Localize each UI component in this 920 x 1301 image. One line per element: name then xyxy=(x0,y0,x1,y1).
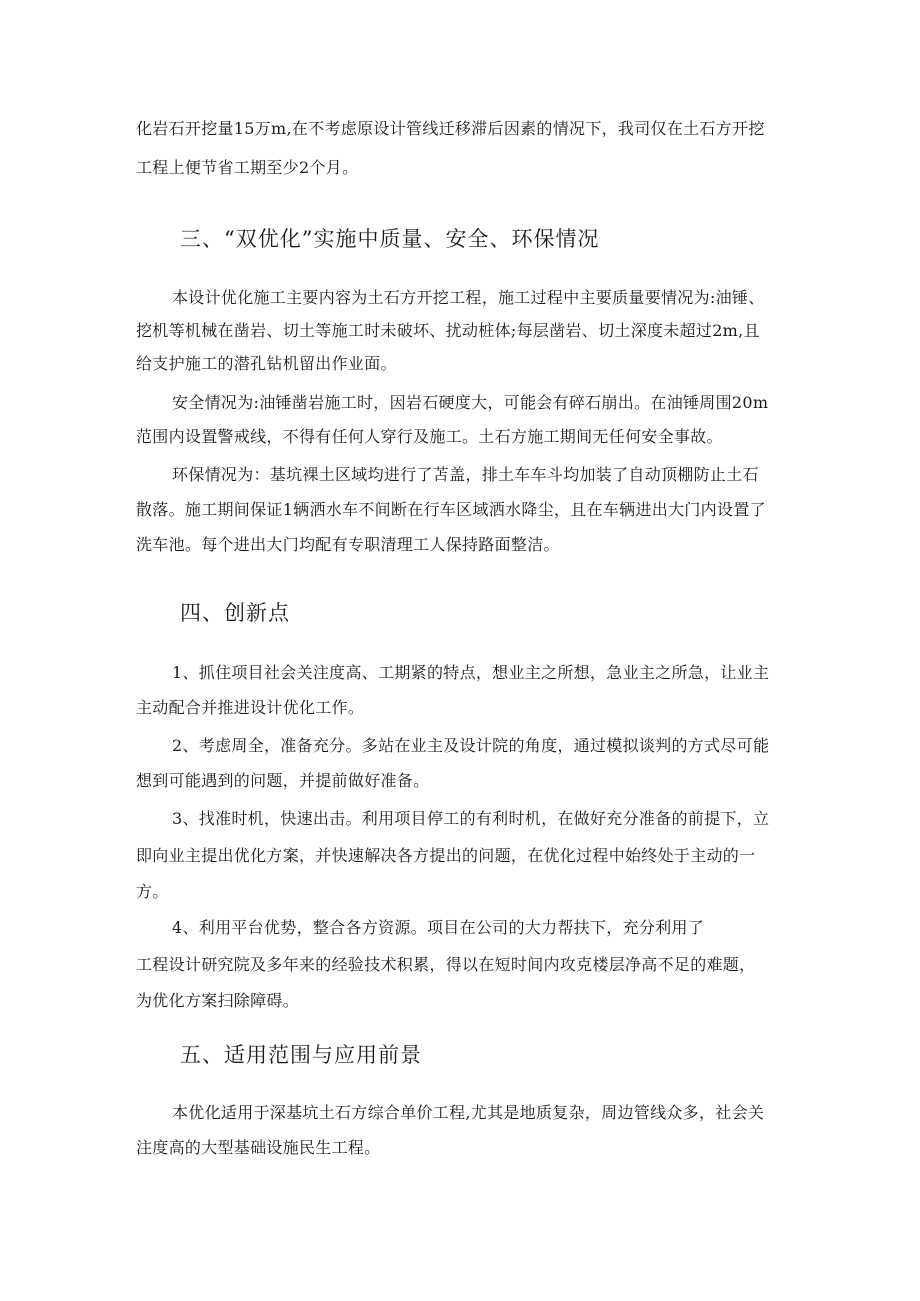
section-4-item-1-line-1: 1、抓住项目社会关注度高、工期紧的特点，想业主之所想，急业主之所急，让业主 xyxy=(172,663,770,682)
intro-line-1: 化岩石开挖量15万m,在不考虑原设计管线迁移滞后因素的情况下，我司仅在土石方开挖 xyxy=(136,119,765,138)
section-4-item-3-line-3: 方。 xyxy=(136,882,169,901)
section-4-item-4-line-3: 为优化方案扫除障碍。 xyxy=(136,991,300,1010)
section-4-item-3-line-2: 即向业主提出优化方案，并快速解决各方提出的问题，在优化过程中始终处于主动的一 xyxy=(136,846,756,865)
section-3-para-3-line-3: 洗车池。每个进出大门均配有专职清理工人保持路面整洁。 xyxy=(136,535,560,554)
section-3-para-1-line-2: 挖机等机械在凿岩、切土等施工时未破坏、扰动桩体;每层凿岩、切土深度未超过2m,且 xyxy=(136,321,760,340)
section-4-item-2-line-1: 2、考虑周全，准备充分。多站在业主及设计院的角度，通过模拟谈判的方式尽可能 xyxy=(172,736,770,755)
intro-line-2: 工程上便节省工期至少2个月。 xyxy=(136,158,359,177)
section-4-item-4-line-2: 工程设计研究院及多年来的经验技术积累，得以在短时间内攻克楼层净高不足的难题， xyxy=(136,955,756,974)
section-5-heading: 五、适用范围与应用前景 xyxy=(180,1043,422,1067)
section-4-item-4-line-1: 4、利用平台优势，整合各方资源。项目在公司的大力帮扶下，充分利用了 xyxy=(172,918,705,937)
section-3-para-3-line-2: 散落。施工期间保证1辆洒水车不间断在行车区域洒水降尘，且在车辆进出大门内设置了 xyxy=(136,500,766,519)
section-4-item-2-line-2: 想到可能遇到的问题，并提前做好准备。 xyxy=(136,771,430,790)
section-4-heading: 四、创新点 xyxy=(180,601,290,625)
section-3-para-3-line-1: 环保情况为：基坑裸土区域均进行了苫盖，排土车车斗均加装了自动顶棚防止土石 xyxy=(172,465,759,484)
section-3-heading: 三、“双优化”实施中质量、安全、环保情况 xyxy=(180,227,600,251)
section-4-item-1-line-2: 主动配合并推进设计优化工作。 xyxy=(136,698,365,717)
section-3-para-2-line-1: 安全情况为:油锤凿岩施工时，因岩石硬度大，可能会有碎石崩出。在油锤周围20m xyxy=(172,393,769,412)
section-5-para-1-line-2: 注度高的大型基础设施民生工程。 xyxy=(136,1138,381,1157)
section-3-para-2-line-2: 范围内设置警戒线，不得有任何人穿行及施工。土石方施工期间无任何安全事故。 xyxy=(136,427,723,446)
section-3-para-1-line-1: 本设计优化施工主要内容为土石方开挖工程，施工过程中主要质量要情况为:油锤、 xyxy=(172,288,765,307)
section-5-para-1-line-1: 本优化适用于深基坑土石方综合单价工程,尤其是地质复杂，周边管线众多，社会关 xyxy=(172,1103,765,1122)
section-4-item-3-line-1: 3、找准时机，快速出击。利用项目停工的有利时机，在做好充分准备的前提下，立 xyxy=(172,809,770,828)
section-3-para-1-line-3: 给支护施工的潜孔钻机留出作业面。 xyxy=(136,354,397,373)
